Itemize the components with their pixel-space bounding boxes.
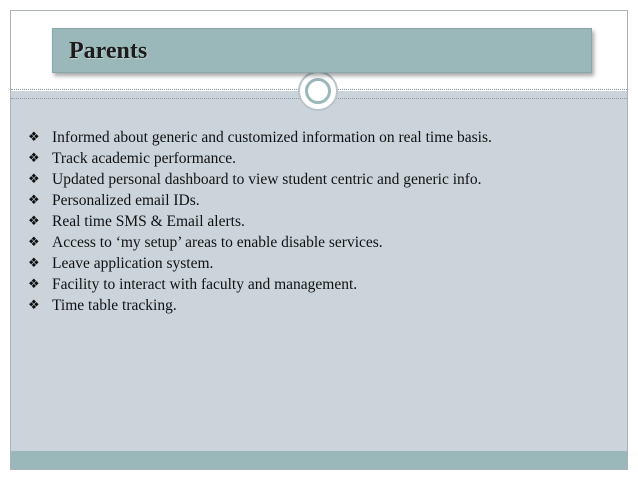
list-item-text: Updated personal dashboard to view student centric and generic info. [52,171,482,188]
circle-ornament-inner [305,78,331,104]
list-item [28,169,538,190]
list-item-text: Informed about generic and customized information on real time basis. [52,129,492,146]
list-item-text: Track academic performance. [52,150,237,167]
list-item-text: Real time SMS & Email alerts. [52,213,245,230]
diamond-bullet-icon: ❖ [28,298,40,313]
diamond-bullet-icon: ❖ [28,235,40,250]
list-item-text: Time table tracking. [52,297,177,314]
diamond-bullet-icon: ❖ [28,277,40,292]
list-item-text: Access to ‘my setup’ areas to enable disable services. [52,234,383,251]
list-item [28,253,538,274]
circle-ornament-icon [298,71,338,111]
diamond-bullet-icon: ❖ [28,130,40,145]
list-item [28,148,538,169]
list-item [28,190,538,211]
page-title: Parents [69,38,148,64]
list-item [28,127,538,148]
list-item [28,211,538,232]
diamond-bullet-icon: ❖ [28,193,40,208]
list-item [28,274,538,295]
bullet-list [28,127,538,316]
title-bar [52,28,592,73]
diamond-bullet-icon: ❖ [28,172,40,187]
list-item-text: Facility to interact with faculty and management. [52,276,358,293]
diamond-bullet-icon: ❖ [28,256,40,271]
diamond-bullet-icon: ❖ [28,214,40,229]
list-item [28,295,538,316]
list-item [28,232,538,253]
list-item-text: Personalized email IDs. [52,192,200,209]
diamond-bullet-icon: ❖ [28,151,40,166]
list-item-text: Leave application system. [52,255,214,272]
footer-strip [11,451,627,469]
